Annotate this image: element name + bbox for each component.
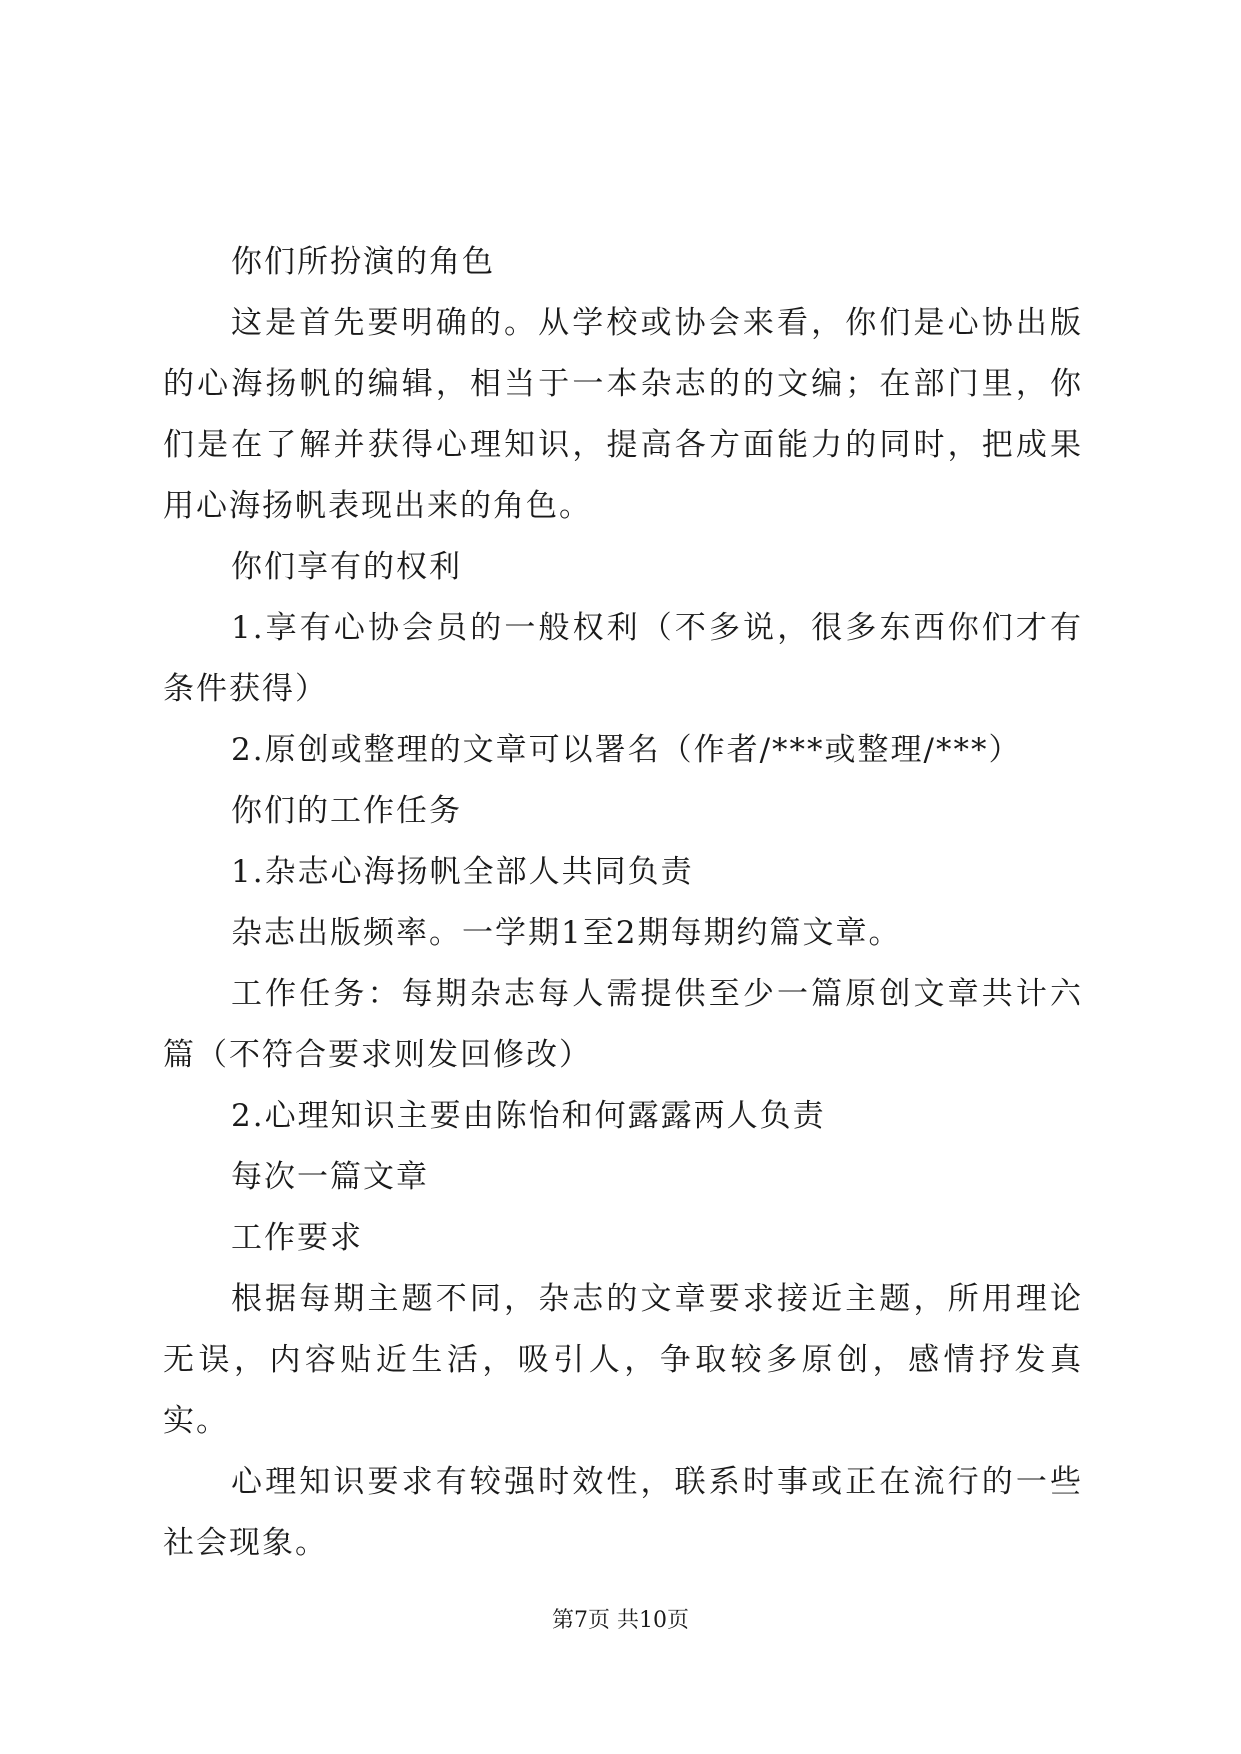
section-heading-requirements: 工作要求: [231, 1220, 363, 1256]
paragraph-requirement-articles: 根据每期主题不同，杂志的文章要求接近主题，所用理论无误，内容贴近生活，吸引人，争取较多原创，感情抒发真实。: [163, 1281, 1083, 1439]
section-heading-tasks: 你们的工作任务: [231, 793, 462, 829]
list-item-task-2: 2.心理知识主要由陈怡和何露露两人负责: [231, 1098, 826, 1134]
section-heading-role: 你们所扮演的角色: [231, 244, 495, 280]
paragraph-requirement-knowledge: 心理知识要求有较强时效性，联系时事或正在流行的一些社会现象。: [163, 1464, 1083, 1561]
list-item-right-1: 1.享有心协会员的一般权利（不多说，很多东西你们才有条件获得）: [163, 610, 1083, 707]
paragraph-article-count: 每次一篇文章: [231, 1159, 429, 1195]
list-item-task-1: 1.杂志心海扬帆全部人共同负责: [231, 854, 694, 890]
page-number-footer: 第7页 共10页: [552, 1608, 689, 1633]
list-item-right-2: 2.原创或整理的文章可以署名（作者/***或整理/***）: [231, 732, 1022, 768]
paragraph-task-detail: 工作任务：每期杂志每人需提供至少一篇原创文章共计六篇（不符合要求则发回修改）: [163, 976, 1083, 1073]
section-heading-rights: 你们享有的权利: [231, 549, 462, 585]
paragraph-role-description: 这是首先要明确的。从学校或协会来看，你们是心协出版的心海扬帆的编辑，相当于一本杂志的的文编；在部门里，你们是在了解并获得心理知识，提高各方面能力的同时，把成果用心海扬帆表现出来的角色。: [163, 305, 1083, 524]
document-body: [163, 232, 1083, 1574]
paragraph-publish-frequency: 杂志出版频率。一学期1至2期每期约篇文章。: [231, 915, 902, 951]
